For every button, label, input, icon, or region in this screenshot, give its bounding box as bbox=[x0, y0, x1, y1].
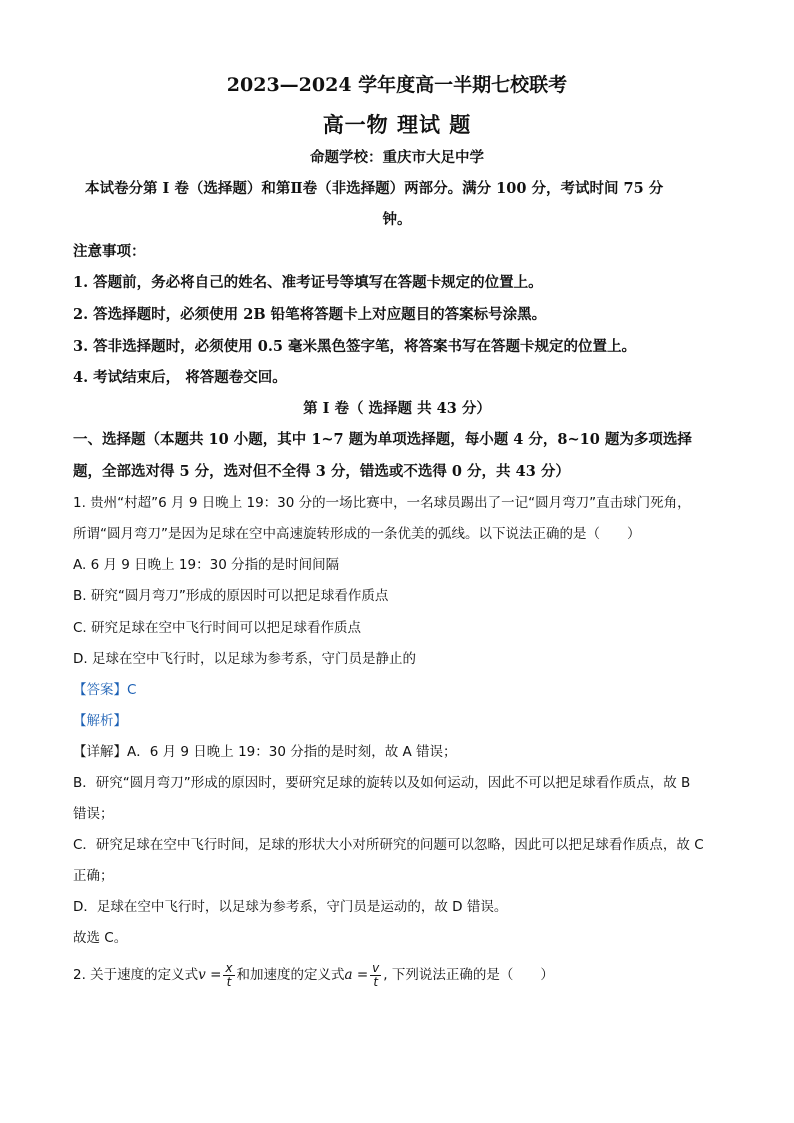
detail-line: 正确； bbox=[73, 868, 114, 884]
question-1-stem-line-2: 所谓“圆月弯刀”是因为足球在空中高速旋转形成的一条优美的弧线。以下说法正确的是（ ） bbox=[73, 526, 641, 542]
question-2-stem bbox=[73, 960, 554, 990]
part-instruction-line-2: 题，全部选对得 5 分，选对但不全得 3 分，错选或不选得 0 分，共 43 分） bbox=[73, 463, 570, 480]
intro-line-1: 本试卷分第 I 卷（选择题）和第Ⅱ卷（非选择题）两部分。满分 100 分，考试时间 75 分 bbox=[85, 180, 664, 197]
detail-conclusion: 故选 C。 bbox=[73, 930, 128, 946]
note-item: 1. 答题前，务必将自己的姓名、准考证号等填写在答题卡规定的位置上。 bbox=[73, 274, 543, 291]
question-2-middle: 和加速度的定义式 bbox=[236, 967, 345, 983]
detail-line: B．研究“圆月弯刀”形成的原因时，要研究足球的旋转以及如何运动，因此不可以把足球看作质点，故 B bbox=[73, 775, 691, 791]
question-2-prefix: 2. 关于速度的定义式 bbox=[73, 967, 199, 983]
velocity-fraction bbox=[223, 962, 234, 988]
question-1-option-b: B. 研究“圆月弯刀”形成的原因时可以把足球看作质点 bbox=[73, 588, 389, 604]
velocity-lhs: v = bbox=[198, 967, 222, 983]
note-item: 3. 答非选择题时，必须使用 0.5 毫米黑色签字笔，将答案书写在答题卡规定的位置上。 bbox=[73, 338, 637, 355]
question-1-option-d: D. 足球在空中飞行时，以足球为参考系，守门员是静止的 bbox=[73, 651, 416, 667]
acceleration-lhs: a = bbox=[344, 967, 369, 983]
note-item: 2. 答选择题时，必须使用 2B 铅笔将答题卡上对应题目的答案标号涂黑。 bbox=[73, 306, 547, 323]
exam-title: 2023—2024 学年度高一半期七校联考 bbox=[226, 74, 568, 96]
subject-title: 高一物 理试 题 bbox=[322, 112, 472, 137]
detail-line: 错误； bbox=[73, 806, 114, 822]
detail-line: 【详解】A．6 月 9 日晚上 19：30 分指的是时刻，故 A 错误； bbox=[73, 744, 457, 760]
detail-line: C．研究足球在空中飞行时间，足球的形状大小对所研究的问题可以忽略，因此可以把足球看作质点，故 C bbox=[73, 837, 704, 853]
part-instruction-line-1: 一、选择题（本题共 10 小题，其中 1~7 题为单项选择题，每小题 4 分，8~10 题为多项选择 bbox=[73, 431, 692, 448]
notes-heading: 注意事项： bbox=[73, 243, 146, 260]
question-2-suffix: , 下列说法正确的是（ ） bbox=[383, 967, 554, 983]
detail-line: D．足球在空中飞行时，以足球为参考系，守门员是运动的，故 D 错误。 bbox=[73, 899, 508, 915]
acceleration-fraction bbox=[370, 962, 381, 988]
velocity-numerator: x bbox=[225, 960, 233, 975]
acceleration-numerator: v bbox=[372, 960, 380, 975]
intro-line-2: 钟。 bbox=[382, 211, 412, 228]
section-heading: 第 I 卷（ 选择题 共 43 分） bbox=[303, 400, 491, 417]
question-1-stem-line-1: 1. 贵州“村超”6 月 9 日晚上 19：30 分的一场比赛中，一名球员踢出了一记“圆月弯刀”直击球门死角， bbox=[73, 495, 691, 511]
velocity-denominator: t bbox=[226, 974, 232, 989]
note-item: 4. 考试结束后， 将答题卷交回。 bbox=[73, 369, 287, 386]
question-1-option-a: A. 6 月 9 日晚上 19：30 分指的是时间间隔 bbox=[73, 557, 340, 573]
analysis-label: 【解析】 bbox=[73, 713, 127, 729]
setter-school: 命题学校：重庆市大足中学 bbox=[310, 149, 484, 166]
acceleration-denominator: t bbox=[373, 974, 379, 989]
question-1-option-c: C. 研究足球在空中飞行时间可以把足球看作质点 bbox=[73, 620, 362, 636]
answer-label: 【答案】C bbox=[73, 682, 137, 698]
